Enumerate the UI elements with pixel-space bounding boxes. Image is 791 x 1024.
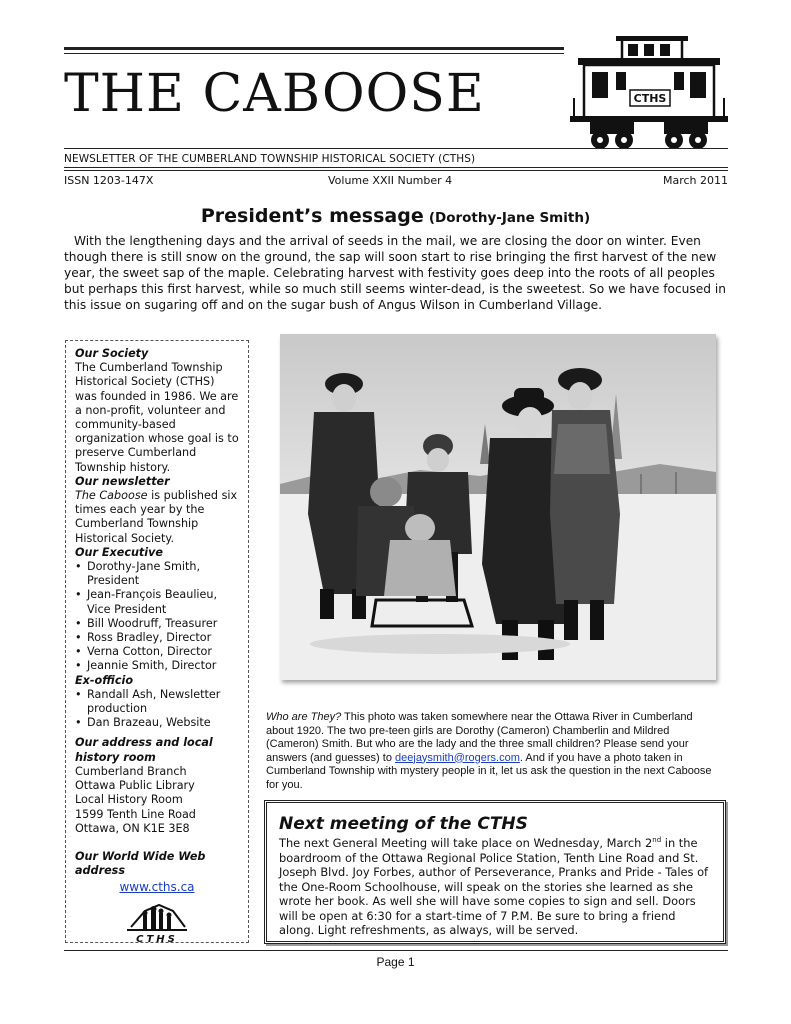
list-item: • Jeannie Smith, Director	[75, 659, 239, 673]
masthead-top-rule-thin	[64, 53, 564, 54]
caboose-logo-text: CTHS	[633, 92, 667, 105]
list-item: • Randall Ash, Newsletter production	[75, 688, 239, 716]
masthead-title: THE CABOOSE	[64, 64, 485, 124]
web-heading: Our World Wide Web address	[75, 849, 206, 878]
historic-winter-photo	[280, 334, 716, 680]
meeting-body-part-1: The next General Meeting will take place on Wednesday, March 2	[279, 836, 653, 850]
list-item: • Dorothy-Jane Smith, President	[75, 560, 239, 588]
address-line: Cumberland Branch	[75, 764, 187, 778]
newsletter-description: is published six times each year by the Cumberland Township Historical Society.	[75, 489, 238, 545]
executive-list	[75, 560, 239, 674]
cths-mini-logo-text: CTHS	[136, 933, 178, 945]
president-message-author: (Dorothy-Jane Smith)	[428, 210, 591, 226]
list-item: • Jean-François Beaulieu, Vice President	[75, 588, 239, 616]
newsletter-text	[75, 489, 239, 546]
executive-heading: Our Executive	[75, 545, 163, 559]
meeting-date-suffix: nd	[652, 836, 662, 845]
list-item: • Verna Cotton, Director	[75, 645, 239, 659]
caption-lead: Who are They?	[266, 711, 342, 723]
list-item: • Ross Bradley, Director	[75, 631, 239, 645]
newsletter-name: The Caboose	[75, 489, 148, 503]
caboose-logo-icon	[570, 36, 728, 154]
photo-caption	[266, 711, 722, 792]
meeting-body-part-2: in the boardroom of the Ottawa Regional Police Station, Tenth Line Road and St. Joseph Blvd. Joy Forbes, author of Perseverance, Pranks and Pride - Tales of the One-Room Schoolhouse, will speak on the stories she learned as she wrote her book. As well she will have some copies to sign and sell. Doors will be open at 6:30 for a start-time of 7 P.M. Be sure to bring a friend along. Light refreshments, as always, will be served.	[279, 836, 709, 937]
society-text: The Cumberland Township Historical Society (CTHS) was founded in 1986. We are a non-profit, volunteer and community-based organization whose goal is to preserve Cumberland Township history.	[75, 361, 239, 474]
issn: ISSN 1203-147X	[64, 174, 154, 187]
cths-mini-logo-icon	[121, 901, 193, 945]
masthead-rule-3	[64, 170, 728, 171]
exofficio-list	[75, 688, 239, 731]
website-link[interactable]: www.cths.ca	[119, 880, 195, 895]
issue-date: March 2011	[662, 174, 728, 187]
address-line: Ottawa Public Library	[75, 779, 195, 793]
page-number: Page 1	[376, 955, 415, 969]
footer-rule	[64, 950, 728, 951]
president-message-title: President’s message	[200, 205, 424, 227]
address-line: Ottawa, ON K1E 3E8	[75, 821, 190, 835]
president-message-body: With the lengthening days and the arrival of seeds in the mail, we are closing the door on winter. Even though there is still snow on the ground, the sap will soon start to rise bringing the first harvest of the new year, the sweet sap of the maple. Celebrating harvest with festivity goes deep into the roots of all peoples but perhaps this first harvest, while so much still seems winter-dead, is the sweetest. So we have focused in this issue on sugaring off and on the sugar bush of Angus Wilson in Cumberland Village.	[64, 234, 726, 312]
contact-email-link[interactable]: deejaysmith@rogers.com	[395, 751, 520, 764]
list-item: • Dan Brazeau, Website	[75, 716, 239, 730]
masthead-top-rule	[64, 47, 564, 50]
exofficio-heading: Ex-officio	[75, 673, 134, 687]
society-heading: Our Society	[75, 347, 149, 360]
list-item: • Bill Woodruff, Treasurer	[75, 617, 239, 631]
next-meeting-heading: Next meeting of the CTHS	[279, 814, 528, 834]
address-heading: Our address and local history room	[75, 736, 213, 764]
address-line: Local History Room	[75, 793, 183, 807]
address-line: 1599 Tenth Line Road	[75, 807, 196, 821]
masthead-rule-1	[64, 148, 728, 149]
president-message-heading	[0, 205, 791, 227]
newsletter-heading: Our newsletter	[75, 474, 170, 488]
next-meeting-body	[279, 836, 713, 938]
info-sidebar	[65, 340, 249, 943]
caption-text-2: . And if you have a photo taken in Cumberland Township with mystery people in it, let us ask the question in the next Caboose for you.	[266, 751, 712, 791]
next-meeting-box	[264, 800, 726, 944]
volume-number: Volume XXII Number 4	[328, 174, 453, 187]
masthead-subtitle: NEWSLETTER OF THE CUMBERLAND TOWNSHIP HISTORICAL SOCIETY (CTHS)	[64, 153, 476, 165]
caption-text-1: This photo was taken somewhere near the Ottawa River in Cumberland about 1920. The two pre-teen girls are Dorothy (Cameron) Chamberlin and Mildred (Cameron) Smith. But who are the lady and the three small children? Please send your answers (and guesses) to	[266, 711, 693, 764]
masthead-rule-2	[64, 167, 728, 168]
